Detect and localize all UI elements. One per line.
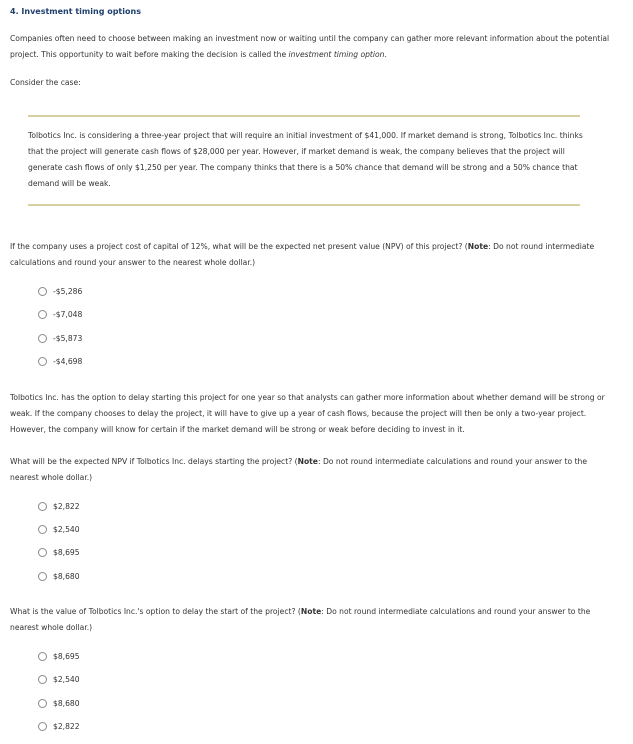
case-text: Tolbotics Inc. is considering a three-year project that will require an initial investment of $41,000. If market demand is strong, Tolbotics Inc. thinks that the project will generate cash flows of $28,000 per year. However, if market demand is weak, the company believes that the project will generate cash flows of only $1,250 per year. The company thinks that there is a 50% chance that demand will be strong and a 50% chance that demand will be weak. [28, 131, 583, 188]
q3-option-1[interactable] [38, 650, 80, 662]
option-label: $8,695 [53, 651, 80, 661]
option-label: -$7,048 [53, 309, 83, 319]
consider-label: Consider the case: [10, 78, 81, 87]
case-top-divider [28, 115, 580, 117]
question-2-text: What will be the expected NPV if Tolbotics Inc. delays starting the project? ( [10, 457, 298, 466]
option-label: $2,822 [53, 501, 80, 511]
question-2 [10, 454, 616, 486]
q1-option-2[interactable] [38, 308, 82, 320]
option-label: $2,822 [53, 721, 80, 731]
question-1-text: If the company uses a project cost of capital of 12%, what will be the expected net present value (NPV) of this project? ( [10, 242, 468, 251]
option-label: -$5,286 [53, 286, 83, 296]
q2-option-2[interactable] [38, 523, 80, 535]
q3-option-4[interactable] [38, 720, 80, 732]
question-2-note-text: : Do not round intermediate calculations and round your answer to the nearest whole dollar.) [10, 457, 588, 482]
question-3 [10, 604, 616, 636]
question-1-note-label: Note [467, 242, 489, 251]
option-label: $2,540 [53, 524, 80, 534]
option-label: $8,680 [53, 571, 80, 581]
intro-end: . [384, 50, 387, 59]
option-label: $8,680 [53, 698, 80, 708]
q3-option-2[interactable] [38, 673, 80, 685]
intro-paragraph [10, 31, 616, 63]
case-bottom-divider [28, 204, 580, 206]
q2-option-3[interactable] [38, 546, 80, 558]
q2-option-4[interactable] [38, 570, 80, 582]
option-label: $8,695 [53, 547, 80, 557]
radio-button[interactable] [38, 699, 47, 708]
q1-option-4[interactable] [38, 355, 82, 367]
radio-button[interactable] [38, 310, 47, 319]
q3-option-3[interactable] [38, 697, 80, 709]
radio-button[interactable] [38, 287, 47, 296]
question-2-note-label: Note [297, 457, 318, 466]
question-3-text: What is the value of Tolbotics Inc.'s option to delay the start of the project? ( [10, 607, 301, 616]
radio-button[interactable] [38, 548, 47, 557]
radio-button[interactable] [38, 675, 47, 684]
q2-option-1[interactable] [38, 500, 80, 512]
radio-button[interactable] [38, 572, 47, 581]
question-1-note-text: : Do not round intermediate calculations and round your answer to the nearest whole dollar.) [10, 242, 595, 267]
question-3-note-text: : Do not round intermediate calculations and round your answer to the nearest whole dollar.) [10, 607, 591, 632]
option-label: -$4,698 [53, 356, 83, 366]
q1-option-1[interactable] [38, 285, 82, 297]
radio-button[interactable] [38, 525, 47, 534]
radio-button[interactable] [38, 334, 47, 343]
section-title: 4. Investment timing options [10, 7, 141, 16]
question-1 [10, 239, 616, 271]
intro-term: investment timing option [288, 50, 385, 59]
q1-option-3[interactable] [38, 332, 82, 344]
option-label: $2,540 [53, 674, 80, 684]
radio-button[interactable] [38, 652, 47, 661]
option-label: -$5,873 [53, 333, 83, 343]
radio-button[interactable] [38, 722, 47, 731]
delay-paragraph: Tolbotics Inc. has the option to delay starting this project for one year so that analysts can gather more information about whether demand will be strong or weak. If the company chooses to delay the project, it will have to give up a year of cash flows, because the project will then be only a two-year project. However, the company will know for certain if the market demand will be strong or weak before deciding to invest in it. [10, 393, 605, 434]
radio-button[interactable] [38, 502, 47, 511]
radio-button[interactable] [38, 357, 47, 366]
question-3-note-label: Note [300, 607, 322, 616]
intro-text: Companies often need to choose between making an investment now or waiting until the company can gather more relevant information about the potential project. This opportunity to wait before making the decision is called the [10, 34, 610, 59]
